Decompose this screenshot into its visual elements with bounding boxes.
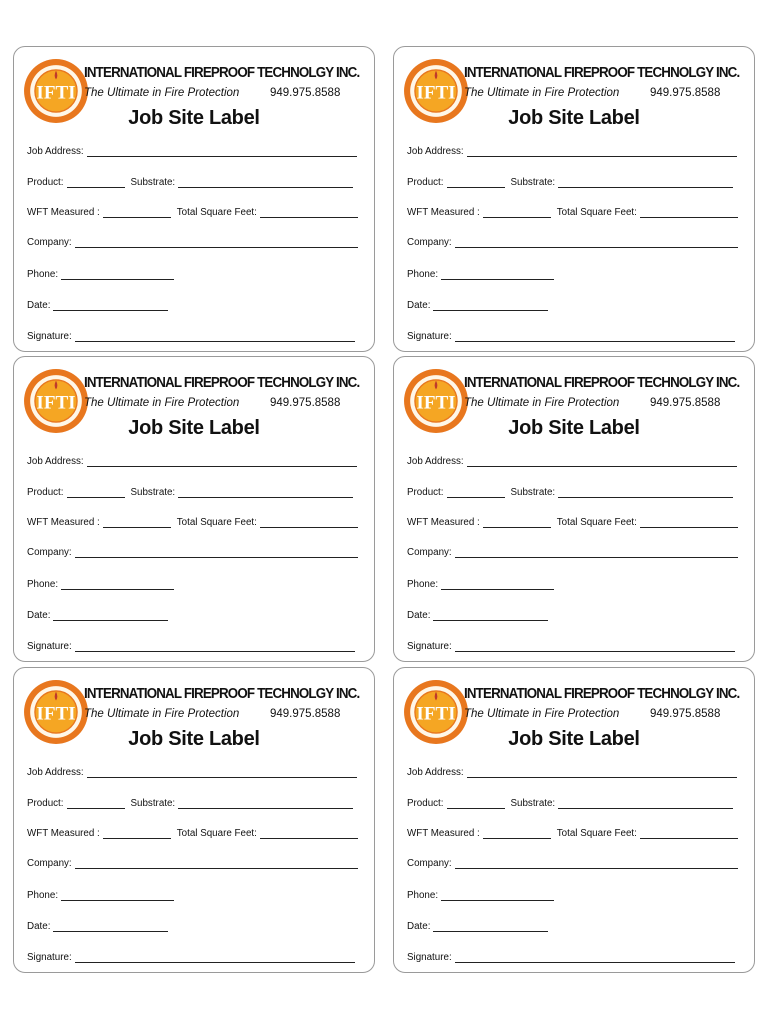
company-row <box>27 544 358 558</box>
signature-row <box>27 638 355 652</box>
phone-label: Phone: <box>407 890 439 901</box>
product-label: Product: <box>27 798 64 809</box>
company-label: Company: <box>407 547 452 558</box>
phone-row <box>407 887 554 901</box>
product-label: Product: <box>27 177 64 188</box>
date-field[interactable] <box>53 921 168 932</box>
company-name: INTERNATIONAL FIREPROOF TECHNOLGY INC. <box>464 65 740 81</box>
wft-measured-label: WFT Measured : <box>27 828 100 839</box>
product-row <box>27 795 353 809</box>
signature-field[interactable] <box>75 952 355 963</box>
product-field[interactable] <box>67 798 125 809</box>
wft-row <box>407 825 738 839</box>
svg-text:IFTI: IFTI <box>416 703 456 725</box>
wft-measured-field[interactable] <box>103 828 171 839</box>
total-square-feet-label: Total Square Feet: <box>556 828 637 839</box>
company-field[interactable] <box>455 858 738 869</box>
job-address-field[interactable] <box>87 767 357 778</box>
date-label: Date: <box>407 921 431 932</box>
total-square-feet-field[interactable] <box>640 207 738 218</box>
wft-measured-label: WFT Measured : <box>407 828 480 839</box>
date-label: Date: <box>407 300 431 311</box>
svg-text:IFTI: IFTI <box>36 392 76 414</box>
job-address-field[interactable] <box>467 767 737 778</box>
phone-label: Phone: <box>407 269 439 280</box>
company-label: Company: <box>27 547 72 558</box>
phone-field[interactable] <box>61 269 174 280</box>
product-field[interactable] <box>447 177 505 188</box>
label-title: Job Site Label <box>508 417 640 439</box>
signature-row <box>407 638 735 652</box>
job-address-field[interactable] <box>467 456 737 467</box>
company-label: Company: <box>407 237 452 248</box>
wft-measured-field[interactable] <box>483 207 551 218</box>
tagline: The Ultimate in Fire Protection <box>84 708 240 720</box>
company-row <box>27 855 358 869</box>
svg-text:IFTI: IFTI <box>416 82 456 104</box>
label-title: Job Site Label <box>128 728 260 750</box>
job-address-label: Job Address: <box>27 767 84 778</box>
total-square-feet-field[interactable] <box>260 207 358 218</box>
phone-label: Phone: <box>407 579 439 590</box>
job-address-row <box>407 143 737 157</box>
product-field[interactable] <box>67 487 125 498</box>
job-address-label: Job Address: <box>407 456 464 467</box>
date-label: Date: <box>407 610 431 621</box>
company-field[interactable] <box>455 547 738 558</box>
phone-row <box>407 266 554 280</box>
company-name: INTERNATIONAL FIREPROOF TECHNOLGY INC. <box>84 686 360 702</box>
total-square-feet-label: Total Square Feet: <box>176 207 257 218</box>
company-phone: 949.975.8588 <box>270 708 341 720</box>
job-site-label-card <box>393 46 755 352</box>
date-field[interactable] <box>433 610 548 621</box>
total-square-feet-label: Total Square Feet: <box>556 517 637 528</box>
tagline: The Ultimate in Fire Protection <box>464 708 620 720</box>
job-address-row <box>27 453 357 467</box>
total-square-feet-field[interactable] <box>640 828 738 839</box>
wft-row <box>407 514 738 528</box>
job-site-label-card <box>13 356 375 662</box>
company-label: Company: <box>407 858 452 869</box>
company-field[interactable] <box>455 237 738 248</box>
phone-label: Phone: <box>27 579 59 590</box>
total-square-feet-label: Total Square Feet: <box>176 828 257 839</box>
signature-field[interactable] <box>75 331 355 342</box>
signature-row <box>407 949 735 963</box>
phone-field[interactable] <box>61 890 174 901</box>
wft-measured-label: WFT Measured : <box>27 517 100 528</box>
company-phone: 949.975.8588 <box>650 87 721 99</box>
job-site-label-card <box>13 46 375 352</box>
job-address-label: Job Address: <box>407 767 464 778</box>
date-row <box>407 607 548 621</box>
company-field[interactable] <box>75 237 358 248</box>
substrate-label: Substrate: <box>510 798 556 809</box>
signature-row <box>27 328 355 342</box>
wft-measured-field[interactable] <box>483 517 551 528</box>
product-row <box>407 174 733 188</box>
product-row <box>27 174 353 188</box>
phone-field[interactable] <box>441 890 554 901</box>
job-site-label-card <box>393 356 755 662</box>
substrate-label: Substrate: <box>130 177 176 188</box>
company-row <box>407 234 738 248</box>
wft-measured-field[interactable] <box>103 517 171 528</box>
company-phone: 949.975.8588 <box>650 708 721 720</box>
substrate-label: Substrate: <box>130 487 176 498</box>
phone-row <box>27 266 174 280</box>
signature-field[interactable] <box>455 331 735 342</box>
signature-label: Signature: <box>27 641 72 652</box>
job-address-label: Job Address: <box>27 146 84 157</box>
substrate-field[interactable] <box>558 798 733 809</box>
date-field[interactable] <box>53 610 168 621</box>
job-address-row <box>27 143 357 157</box>
tagline: The Ultimate in Fire Protection <box>464 87 620 99</box>
company-row <box>407 855 738 869</box>
company-phone: 949.975.8588 <box>650 397 721 409</box>
substrate-field[interactable] <box>178 798 353 809</box>
signature-label: Signature: <box>27 331 72 342</box>
wft-measured-label: WFT Measured : <box>27 207 100 218</box>
total-square-feet-field[interactable] <box>260 828 358 839</box>
phone-field[interactable] <box>61 579 174 590</box>
total-square-feet-label: Total Square Feet: <box>556 207 637 218</box>
wft-measured-label: WFT Measured : <box>407 207 480 218</box>
label-title: Job Site Label <box>508 728 640 750</box>
total-square-feet-label: Total Square Feet: <box>176 517 257 528</box>
phone-row <box>27 576 174 590</box>
company-field[interactable] <box>75 858 358 869</box>
tagline: The Ultimate in Fire Protection <box>464 397 620 409</box>
job-address-row <box>407 764 737 778</box>
company-row <box>407 544 738 558</box>
date-row <box>27 918 168 932</box>
signature-field[interactable] <box>75 641 355 652</box>
wft-row <box>27 204 358 218</box>
company-label: Company: <box>27 237 72 248</box>
job-address-label: Job Address: <box>27 456 84 467</box>
phone-label: Phone: <box>27 269 59 280</box>
product-row <box>27 484 353 498</box>
company-label: Company: <box>27 858 72 869</box>
phone-row <box>27 887 174 901</box>
job-address-row <box>407 453 737 467</box>
phone-field[interactable] <box>441 579 554 590</box>
substrate-label: Substrate: <box>510 487 556 498</box>
product-label: Product: <box>407 798 444 809</box>
substrate-field[interactable] <box>178 177 353 188</box>
product-row <box>407 484 733 498</box>
total-square-feet-field[interactable] <box>640 517 738 528</box>
svg-text:IFTI: IFTI <box>36 82 76 104</box>
svg-text:IFTI: IFTI <box>416 392 456 414</box>
product-label: Product: <box>407 487 444 498</box>
job-address-field[interactable] <box>467 146 737 157</box>
job-address-row <box>27 764 357 778</box>
wft-measured-field[interactable] <box>103 207 171 218</box>
svg-text:IFTI: IFTI <box>36 703 76 725</box>
wft-row <box>407 204 738 218</box>
label-title: Job Site Label <box>128 417 260 439</box>
substrate-label: Substrate: <box>130 798 176 809</box>
label-title: Job Site Label <box>508 107 640 129</box>
company-name: INTERNATIONAL FIREPROOF TECHNOLGY INC. <box>84 65 360 81</box>
date-row <box>407 297 548 311</box>
date-label: Date: <box>27 300 51 311</box>
company-phone: 949.975.8588 <box>270 397 341 409</box>
product-field[interactable] <box>67 177 125 188</box>
job-address-field[interactable] <box>87 456 357 467</box>
company-name: INTERNATIONAL FIREPROOF TECHNOLGY INC. <box>84 375 360 391</box>
phone-field[interactable] <box>441 269 554 280</box>
date-row <box>407 918 548 932</box>
signature-label: Signature: <box>407 331 452 342</box>
substrate-field[interactable] <box>558 487 733 498</box>
wft-row <box>27 514 358 528</box>
phone-row <box>407 576 554 590</box>
signature-label: Signature: <box>407 952 452 963</box>
product-field[interactable] <box>447 487 505 498</box>
tagline: The Ultimate in Fire Protection <box>84 397 240 409</box>
date-label: Date: <box>27 610 51 621</box>
signature-field[interactable] <box>455 641 735 652</box>
company-name: INTERNATIONAL FIREPROOF TECHNOLGY INC. <box>464 375 740 391</box>
product-label: Product: <box>407 177 444 188</box>
company-field[interactable] <box>75 547 358 558</box>
phone-label: Phone: <box>27 890 59 901</box>
job-address-field[interactable] <box>87 146 357 157</box>
date-field[interactable] <box>433 300 548 311</box>
wft-measured-field[interactable] <box>483 828 551 839</box>
wft-measured-label: WFT Measured : <box>407 517 480 528</box>
wft-row <box>27 825 358 839</box>
job-site-label-card <box>393 667 755 973</box>
label-title: Job Site Label <box>128 107 260 129</box>
date-label: Date: <box>27 921 51 932</box>
signature-label: Signature: <box>407 641 452 652</box>
total-square-feet-field[interactable] <box>260 517 358 528</box>
company-phone: 949.975.8588 <box>270 87 341 99</box>
tagline: The Ultimate in Fire Protection <box>84 87 240 99</box>
substrate-field[interactable] <box>558 177 733 188</box>
company-name: INTERNATIONAL FIREPROOF TECHNOLGY INC. <box>464 686 740 702</box>
date-field[interactable] <box>53 300 168 311</box>
substrate-field[interactable] <box>178 487 353 498</box>
job-address-label: Job Address: <box>407 146 464 157</box>
date-row <box>27 297 168 311</box>
date-row <box>27 607 168 621</box>
substrate-label: Substrate: <box>510 177 556 188</box>
date-field[interactable] <box>433 921 548 932</box>
signature-row <box>407 328 735 342</box>
signature-field[interactable] <box>455 952 735 963</box>
product-row <box>407 795 733 809</box>
signature-label: Signature: <box>27 952 72 963</box>
signature-row <box>27 949 355 963</box>
product-label: Product: <box>27 487 64 498</box>
company-row <box>27 234 358 248</box>
product-field[interactable] <box>447 798 505 809</box>
job-site-label-card <box>13 667 375 973</box>
